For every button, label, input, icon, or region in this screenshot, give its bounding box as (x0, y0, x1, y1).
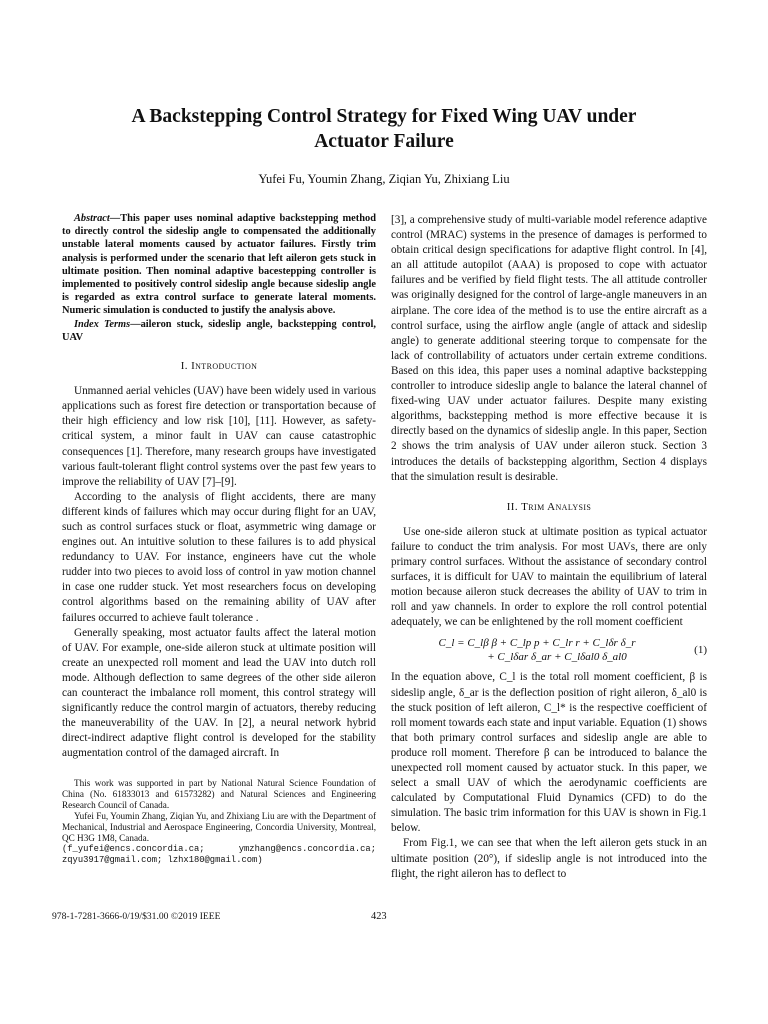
section-heading-trim-analysis (391, 500, 707, 515)
trim-paragraph-3: From Fig.1, we can see that when the left aileron gets stuck in an ultimate position (20°), if sideslip angle is not introduced into the flight, the right aileron has to deflect to (391, 837, 707, 880)
trim-paragraph-2: In the equation above, C_l is the total roll moment coefficient, β is sideslip angle, δ_ar is the deflection position of right aileron, δ_al0 is the stuck position of left aileron, C_l* is the respective coefficient of roll moment towards each state and input variable. Equation (1) shows that both primary control surfaces and sideslip angle are able to produce roll moment. Therefore β can be introduced to balance the unexpected roll moment caused by actuator stuck. In this paper, we select a small UAV of which the aerodynamic coefficients are calculated by Computational Fluid Dynamics (CFD) to do the simulation. The basic trim information for this UAV is shown in Fig.1 below. (391, 671, 707, 835)
author-list: Yufei Fu, Youmin Zhang, Ziqian Yu, Zhixiang Liu (258, 172, 510, 186)
intro-paragraph-4: [3], a comprehensive study of multi-variable model reference adaptive control (MRAC) systems in the presence of damages is performed to obtain critical design specifications for adaptive flight control. In [4], an all attitude autopilot (AAA) is proposed to cope with actuator failures and be verified by field flight tests. The all attitude controller was originally designed for the control of large-angle maneuvers in an airplane. The core idea of the method is to use the entire aircraft as a control surface, using the airflow angle (angle of attack and sideslip angle) to generate additional steering torque to compensate for the lack of controllability of actuators under certain extreme conditions. Based on this idea, this paper uses a nominal adaptive backstepping controller to introduce sideslip angle to balance the lateral channel of fixed-wing UAV under actuator failures. Despite many existing algorithms, backstepping method is more effective because it is directly based on the dynamics of sideslip angle. In this paper, Section 2 shows the trim analysis of UAV under aileron stuck. Section 3 introduces the details of backstepping algorithm, Section 4 displays that the simulation result is desirable. (391, 214, 707, 483)
section-heading-introduction (62, 359, 376, 374)
section-numeral: I. (180, 360, 188, 373)
page-number: 423 (371, 911, 387, 922)
title-line-2: Actuator Failure (314, 131, 454, 152)
intro-paragraph-3: Generally speaking, most actuator faults affect the lateral motion of UAV. For example, one-side aileron stuck at ultimate position will create an unexpected roll moment and lead the UAV into dutch roll mode. Although deflection to same degrees of the other side aileron can counteract the imbalance roll moment, this control strategy will significantly reduce the control margin of actuators, thereby reducing the maneuverability of the UAV. In [2], a neural network hybrid direct-indirect adaptive flight control is developed for the stability augmentation control of the damaged aircraft. In (62, 626, 376, 760)
footnote (62, 778, 376, 866)
paper-title (60, 104, 708, 154)
section-title: Introduction (191, 360, 258, 373)
section-title: Trim Analysis (521, 500, 592, 513)
section-numeral: II. (506, 500, 518, 513)
intro-paragraph-1: Unmanned aerial vehicles (UAV) have been widely used in various applications such as forest fire detection or transportation because of their high efficiency and low risk [10], [11]. However, as safety-critical system, a minor fault in UAV can cause catastrophic consequences [1]. Therefore, many research groups have investigated various fault-tolerant flight control systems over the past few years to improve the reliability of UAV [7]–[9]. (62, 385, 376, 488)
footnote-affiliation: Yufei Fu, Youmin Zhang, Ziqian Yu, and Zhixiang Liu are with the Department of Mechanical, Industrial and Aerospace Engineering, Concordia University, Montreal, QC H3G 1M8, Canada. (62, 811, 376, 844)
equation-line-1: C_l = C_lβ β + C_lp p + C_lr r + C_lδr δ_r (438, 637, 636, 650)
left-column (62, 212, 376, 866)
abstract (62, 212, 376, 318)
equation-1 (391, 636, 707, 664)
copyright-notice: 978-1-7281-3666-0/19/$31.00 ©2019 IEEE (52, 911, 221, 922)
right-column (391, 213, 707, 882)
trim-paragraph-1: Use one-side aileron stuck at ultimate position as typical actuator failure to conduct the trim analysis. For most UAVs, there are only primary control surfaces. Without the assistance of secondary control surfaces, it is difficult for UAV to maintain the equilibrium of lateral motion because aileron stuck decreases the ability of UAV to trim in roll and yaw channels. In order to explore the roll control potential adequately, we can be enlightened by the roll moment coefficient (391, 525, 707, 629)
index-terms-text: —aileron stuck, sideslip angle, backstepping control, UAV (62, 318, 376, 343)
title-line-1: A Backstepping Control Strategy for Fixed Wing UAV under (131, 106, 637, 127)
equation-line-2: + C_lδar δ_ar + C_lδal0 δ_al0 (487, 651, 627, 664)
index-terms-label: Index Terms (74, 318, 131, 330)
equation-number: (1) (694, 643, 707, 656)
intro-paragraph-2: According to the analysis of flight accidents, there are many different kinds of failures which may occur during flight for an UAV, such as control surfaces stuck or float, asymmetric wing damage or engines out. An intuitive solution to these failures is to add physical redundancy to UAV. For instance, engineers have cut the whole rudder into two pieces to avoid loss of control in yaw motion channel in case one rudder stuck. Yet most researchers focus on developing control algorithms based on the remaining ability of UAV after failures occurred to achieve fault tolerance . (62, 490, 376, 624)
abstract-text: —This paper uses nominal adaptive backstepping method to directly control the sideslip angle to compensated the additionally unstable lateral moments caused by actuator failures. Firstly trim analysis is performed under the scenario that left aileron gets stuck in ultimate position. Then nominal adaptive bacestepping controller is implemented to positively control sideslip angle because sideslip angle is regarded as extra control surface to generate lateral moments. Numeric simulation is conducted to justify the analysis above. (62, 213, 376, 317)
footnote-funding: This work was supported in part by National Natural Science Foundation of China (No. 61833013 and 61573282) and Natural Sciences and Engineering Research Council of Canada. (62, 778, 376, 811)
abstract-label: Abstract (74, 213, 110, 224)
footnote-emails: (f_yufei@encs.concordia.ca; ymzhang@encs.concordia.ca; zqyu3917@gmail.com; lzhx180@gmail.com) (62, 844, 376, 866)
equation-body (391, 636, 683, 664)
index-terms (62, 318, 376, 344)
